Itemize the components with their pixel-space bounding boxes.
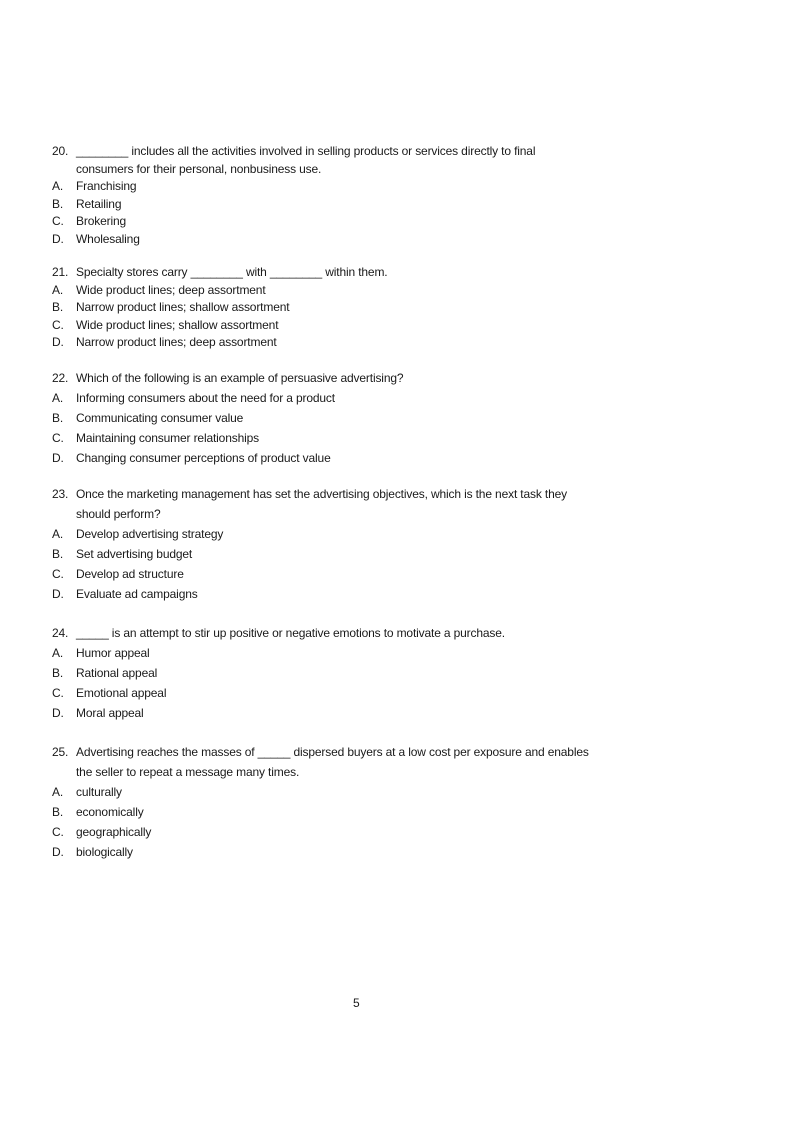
option-text: Maintaining consumer relationships xyxy=(76,431,259,445)
option-letter: A. xyxy=(52,527,64,541)
option-letter: B. xyxy=(52,300,64,314)
answer-option xyxy=(52,683,692,703)
option-letter: B. xyxy=(52,666,64,680)
question-stem-line xyxy=(52,161,692,179)
option-text: Wide product lines; shallow assortment xyxy=(76,317,279,332)
option-letter: D. xyxy=(52,231,64,246)
question-22 xyxy=(52,368,692,468)
question-stem-line xyxy=(52,264,692,282)
question-number: 20. xyxy=(52,144,69,158)
option-text: Humor appeal xyxy=(76,646,150,660)
option-letter: B. xyxy=(52,411,64,425)
question-number: 25. xyxy=(52,745,69,759)
answer-option xyxy=(52,213,692,231)
option-letter: B. xyxy=(52,805,64,819)
option-letter: C. xyxy=(52,317,64,332)
question-stem-text: Which of the following is an example of persuasive advertising? xyxy=(76,371,404,385)
question-20 xyxy=(52,143,692,248)
option-text: Communicating consumer value xyxy=(76,411,244,425)
option-text: Franchising xyxy=(76,179,137,193)
answer-option xyxy=(52,544,692,564)
option-text: Narrow product lines; shallow assortment xyxy=(76,300,290,314)
question-stem-line xyxy=(52,762,692,782)
option-letter: D. xyxy=(52,706,64,720)
question-24 xyxy=(52,623,692,723)
question-stem-text: consumers for their personal, nonbusiness use. xyxy=(76,161,322,176)
answer-option xyxy=(52,317,692,335)
option-text: biologically xyxy=(76,845,133,859)
answer-option xyxy=(52,643,692,663)
question-stem-line xyxy=(52,742,692,762)
question-21 xyxy=(52,264,692,352)
answer-option xyxy=(52,782,692,802)
option-text: Wide product lines; deep assortment xyxy=(76,282,266,297)
option-text: Brokering xyxy=(76,214,127,228)
answer-option xyxy=(52,663,692,683)
page-number: 5 xyxy=(353,996,360,1010)
answer-option xyxy=(52,448,692,468)
option-letter: B. xyxy=(52,196,64,211)
answer-option xyxy=(52,524,692,544)
question-25 xyxy=(52,742,692,862)
option-letter: A. xyxy=(52,282,64,297)
answer-option xyxy=(52,802,692,822)
question-stem-line xyxy=(52,623,692,643)
question-stem-text: the seller to repeat a message many times. xyxy=(76,765,300,779)
answer-option xyxy=(52,822,692,842)
answer-option xyxy=(52,428,692,448)
question-stem-text: Once the marketing management has set the advertising objectives, which is the next task they xyxy=(76,487,567,501)
option-text: Moral appeal xyxy=(76,706,144,720)
option-text: Rational appeal xyxy=(76,666,158,680)
question-stem-text: ________ includes all the activities involved in selling products or services directly to final xyxy=(76,144,536,158)
option-text: geographically xyxy=(76,825,152,839)
option-letter: C. xyxy=(52,686,64,700)
answer-option xyxy=(52,196,692,214)
option-text: Emotional appeal xyxy=(76,686,167,700)
option-letter: A. xyxy=(52,646,64,660)
question-stem-text: Advertising reaches the masses of _____ dispersed buyers at a low cost per exposure and enables xyxy=(76,745,589,759)
option-text: Retailing xyxy=(76,196,122,211)
option-letter: C. xyxy=(52,214,64,228)
answer-option xyxy=(52,299,692,317)
answer-option xyxy=(52,584,692,604)
option-text: Develop ad structure xyxy=(76,567,184,581)
option-text: Informing consumers about the need for a product xyxy=(76,391,335,405)
question-number: 23. xyxy=(52,487,69,501)
option-letter: D. xyxy=(52,335,64,349)
answer-option xyxy=(52,282,692,300)
question-number: 24. xyxy=(52,626,69,640)
answer-option xyxy=(52,231,692,249)
question-stem-line xyxy=(52,143,692,161)
option-text: Changing consumer perceptions of product value xyxy=(76,451,331,465)
option-text: economically xyxy=(76,805,144,819)
option-letter: D. xyxy=(52,845,64,859)
question-23 xyxy=(52,484,692,604)
answer-option xyxy=(52,842,692,862)
answer-option xyxy=(52,564,692,584)
option-letter: A. xyxy=(52,391,64,405)
option-letter: D. xyxy=(52,587,64,601)
question-stem-line xyxy=(52,504,692,524)
question-stem-line xyxy=(52,484,692,504)
answer-option xyxy=(52,703,692,723)
option-text: Evaluate ad campaigns xyxy=(76,587,198,601)
option-letter: C. xyxy=(52,431,64,445)
answer-option xyxy=(52,178,692,196)
option-letter: A. xyxy=(52,785,64,799)
question-number: 22. xyxy=(52,371,69,385)
answer-option xyxy=(52,408,692,428)
option-letter: C. xyxy=(52,825,64,839)
option-text: culturally xyxy=(76,785,122,799)
question-number: 21. xyxy=(52,265,69,279)
question-stem-text: _____ is an attempt to stir up positive or negative emotions to motivate a purchase. xyxy=(76,626,505,640)
question-stem-line xyxy=(52,368,692,388)
answer-option xyxy=(52,388,692,408)
answer-option xyxy=(52,334,692,352)
option-text: Develop advertising strategy xyxy=(76,527,224,541)
option-letter: C. xyxy=(52,567,64,581)
option-text: Wholesaling xyxy=(76,231,140,246)
option-letter: B. xyxy=(52,547,64,561)
option-text: Narrow product lines; deep assortment xyxy=(76,335,277,349)
option-letter: A. xyxy=(52,179,64,193)
question-stem-text: should perform? xyxy=(76,507,161,521)
option-text: Set advertising budget xyxy=(76,547,193,561)
option-letter: D. xyxy=(52,451,64,465)
question-stem-text: Specialty stores carry ________ with ________ within them. xyxy=(76,265,388,279)
